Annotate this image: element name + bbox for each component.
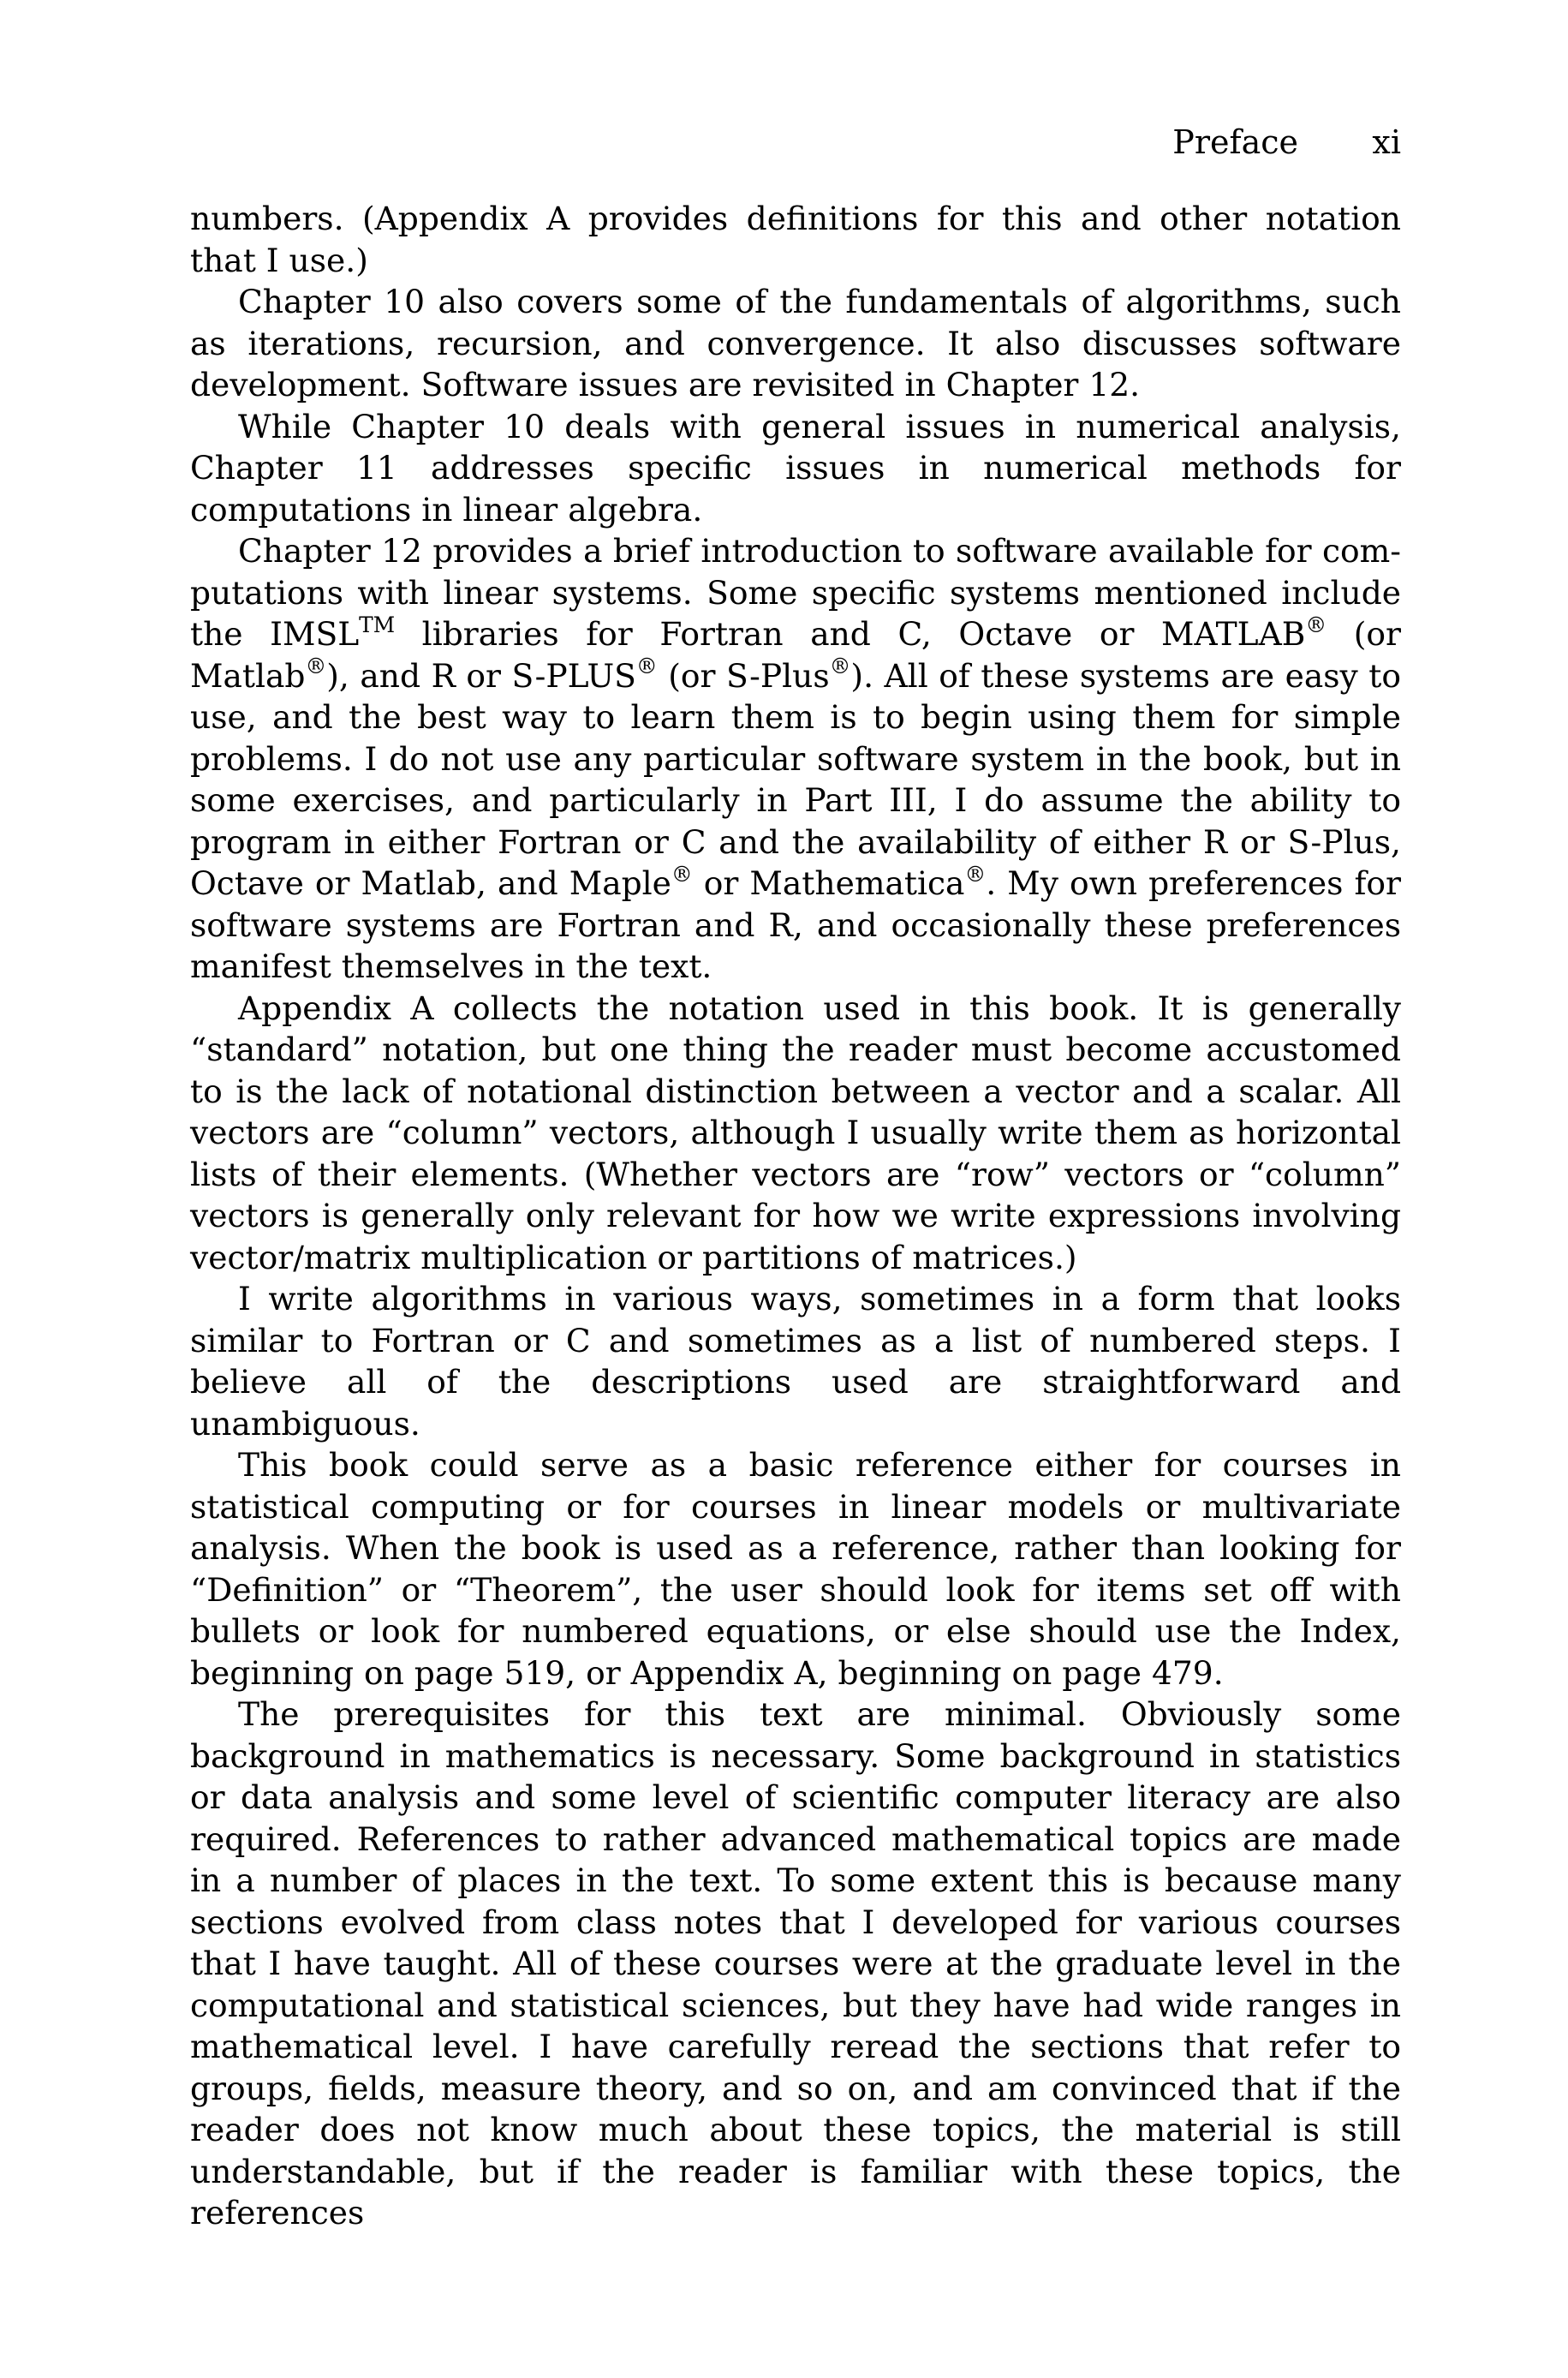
- paragraph-continuation: numbers. (Appendix A provides definitions for this and other notation that I use.): [190, 200, 1401, 279]
- paragraph-prerequisites: The prerequisites for this text are minimal. Obviously some background in mathematics is necessary. Some background in statistics or data analysis and some level of scientific computer literacy are also required. References to rather advanced mathematical topics are made in a number of places in the text. To some extent this is because many sections evolved from class notes that I developed for various courses that I have taught. All of these courses were at the graduate level in the computational and statistical sciences, but they have had wide ranges in mathematical level. I have carefully reread the sections that refer to groups, fields, measure theory, and so on, and am convinced that if the reader does not know much about these topics, the material is still understandable, but if the reader is familiar with these topics, the references: [190, 1695, 1401, 2232]
- registered-mark: ®: [671, 861, 693, 887]
- text-run: . My own preferences for software systems are Fortran and R, and occasionally these preferences manifest themselves in the text.: [190, 864, 1402, 985]
- paragraph-chapter-10: Chapter 10 also covers some of the fundamentals of algorithms, such as iterations, recursion, and convergence. It also discusses software development. Software issues are revisited in Chapter 12.: [190, 283, 1401, 403]
- paragraph-appendix-a-notation: Appendix A collects the notation used in this book. It is generally “standard” notation, but one thing the reader must become accustomed to is the lack of notational distinction between a vector and a scalar. All vectors are “column” vectors, although I usually write them as horizontal lists of their elements. (Whether vectors are “row” vectors or “column” vectors is generally only relevant for how we write expressions involving vector/matrix multiplication or partitions of matrices.): [190, 989, 1401, 1276]
- paragraph-chapter-12-software: [190, 530, 1401, 988]
- page-number: xi: [1372, 123, 1401, 161]
- registered-mark: ®: [1305, 612, 1327, 637]
- registered-mark: ®: [964, 861, 987, 887]
- paragraph-chapter-11: While Chapter 10 deals with general issues in numerical analysis, Chapter 11 addresses specific issues in numerical methods for computations in linear algebra.: [190, 407, 1401, 529]
- registered-mark: ®: [305, 654, 327, 679]
- trademark-mark: TM: [359, 612, 396, 637]
- body-text: [190, 198, 1401, 2234]
- text-run: (or S-Plus: [657, 656, 830, 695]
- paragraph-algorithms: I write algorithms in various ways, sometimes in a form that looks similar to Fortran or C and sometimes as a list of numbered steps. I believe all of the descriptions used are straightforward and unambiguous.: [190, 1280, 1401, 1443]
- running-head: [190, 118, 1401, 166]
- text-run: (or Matlab: [190, 615, 1401, 695]
- text-run: ), and R or S-PLUS: [326, 656, 636, 695]
- running-title: Preface: [1172, 123, 1298, 161]
- registered-mark: ®: [829, 654, 851, 679]
- text-run: libraries for Fortran and C, Octave or MATLAB: [395, 615, 1306, 653]
- registered-mark: ®: [635, 654, 658, 679]
- text-run: or Mathematica: [692, 864, 965, 902]
- text-run: Chapter 12 provides a brief introduction to software available for computations with linear systems. Some specific systems mentioned include the IMSL: [190, 532, 1401, 653]
- text-run: ). All of these systems are easy to use, and the best way to learn them is to begin using them for simple problems. I do not use any particular software system in the book, but in some exercises, and particularly in Part III, I do assume the ability to program in either Fortran or C and the availability of either R or S-Plus, Octave or Matlab, and Maple: [190, 656, 1401, 902]
- paragraph-book-reference: This book could serve as a basic reference either for courses in statistical computing or for courses in linear models or multivariate analysis. When the book is used as a reference, rather than looking for “Definition” or “Theorem”, the user should look for items set off with bullets or look for numbered equations, or else should use the Index, beginning on page 519, or Appendix A, beginning on page 479.: [190, 1446, 1401, 1692]
